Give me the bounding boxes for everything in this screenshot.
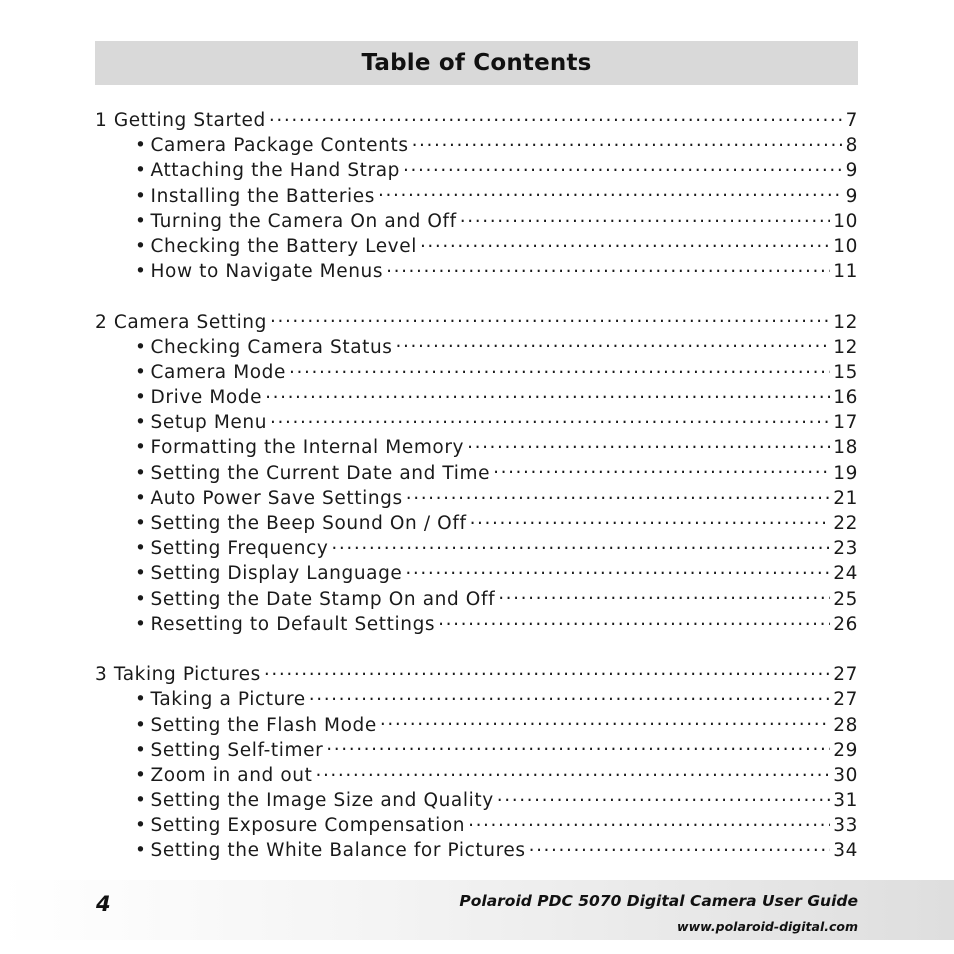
toc-entry-label: Setting the Current Date and Time bbox=[150, 462, 491, 484]
toc-subentry bbox=[95, 133, 858, 158]
toc-subentry bbox=[95, 587, 858, 612]
toc-entry-label: Setting Self-timer bbox=[150, 739, 324, 761]
bullet-icon: • bbox=[135, 588, 147, 610]
toc-entry-label: Setting Display Language bbox=[150, 563, 403, 585]
toc-page-number: 27 bbox=[833, 664, 858, 686]
toc-page-number: 8 bbox=[845, 135, 858, 157]
page-footer bbox=[0, 880, 954, 940]
toc-subentry bbox=[95, 360, 858, 385]
bullet-icon: • bbox=[135, 210, 147, 232]
toc-page-number: 30 bbox=[833, 764, 858, 786]
toc-page-number: 16 bbox=[833, 387, 858, 409]
bullet-icon: • bbox=[135, 513, 147, 534]
dot-leader bbox=[412, 133, 843, 151]
bullet-icon: • bbox=[135, 336, 147, 358]
dot-leader bbox=[269, 108, 843, 126]
toc-page-number: 23 bbox=[833, 538, 858, 560]
bullet-icon: • bbox=[135, 235, 147, 257]
bullet-icon: • bbox=[135, 815, 147, 837]
bullet-icon: • bbox=[135, 135, 147, 157]
toc-page-number: 28 bbox=[833, 714, 858, 736]
dot-leader bbox=[386, 259, 830, 277]
dot-leader bbox=[406, 486, 831, 504]
dot-leader bbox=[497, 788, 831, 806]
dot-leader bbox=[265, 385, 830, 403]
toc-entry-label: Setting Frequency bbox=[150, 538, 329, 560]
bullet-icon: • bbox=[135, 261, 147, 283]
toc-page-number: 21 bbox=[833, 487, 858, 509]
bullet-icon: • bbox=[135, 840, 147, 862]
dot-leader bbox=[438, 612, 830, 630]
bullet-icon: • bbox=[135, 714, 147, 736]
toc-entry-label: Setting the Image Size and Quality bbox=[150, 790, 494, 812]
toc-entry-label: Taking a Picture bbox=[150, 689, 306, 711]
toc-page-number: 31 bbox=[833, 790, 858, 812]
toc-entry-label: 2 Camera Setting bbox=[95, 311, 267, 333]
toc-entry-label: Installing the Batteries bbox=[150, 185, 376, 207]
toc-entry-label: 1 Getting Started bbox=[95, 110, 266, 131]
bullet-icon: • bbox=[135, 613, 147, 635]
toc-subentry bbox=[95, 486, 858, 511]
bullet-icon: • bbox=[135, 462, 147, 484]
dot-leader bbox=[380, 713, 830, 731]
toc-subentry bbox=[95, 511, 858, 536]
dot-leader bbox=[470, 511, 831, 529]
toc-page-number: 9 bbox=[845, 160, 858, 182]
toc-entry-label: Turning the Camera On and Off bbox=[150, 210, 457, 232]
dot-leader bbox=[270, 310, 830, 328]
toc-entry-label: Setting Exposure Compensation bbox=[150, 815, 466, 837]
toc-subentry bbox=[95, 738, 858, 763]
dot-leader bbox=[468, 813, 830, 831]
toc-subentry bbox=[95, 687, 858, 712]
dot-leader bbox=[493, 461, 830, 479]
toc-entry-label: Setting the Flash Mode bbox=[150, 714, 377, 736]
dot-leader bbox=[315, 763, 830, 781]
bullet-icon: • bbox=[135, 185, 147, 207]
toc-entry-label: Camera Mode bbox=[150, 361, 287, 383]
guide-title: Polaroid PDC 5070 Digital Camera User Guide bbox=[459, 892, 858, 910]
toc-subentry bbox=[95, 184, 858, 209]
toc-entry-label: Auto Power Save Settings bbox=[150, 487, 403, 509]
toc-subentry bbox=[95, 788, 858, 813]
toc-page-number: 10 bbox=[833, 235, 858, 257]
toc-subentry bbox=[95, 158, 858, 183]
toc-page-number: 24 bbox=[833, 563, 858, 585]
toc-page-number: 12 bbox=[833, 336, 858, 358]
page-number: 4 bbox=[96, 892, 111, 916]
toc-entry-label: Checking the Battery Level bbox=[150, 235, 417, 257]
bullet-icon: • bbox=[135, 764, 147, 786]
bullet-icon: • bbox=[135, 689, 147, 711]
toc-entry-label: Setting the Beep Sound On / Off bbox=[150, 513, 467, 534]
toc-page-number: 22 bbox=[833, 513, 858, 534]
toc-subentry bbox=[95, 612, 858, 637]
toc-page-number: 25 bbox=[833, 588, 858, 610]
dot-leader bbox=[309, 687, 831, 705]
bullet-icon: • bbox=[135, 361, 147, 383]
toc-chapter-entry bbox=[95, 662, 858, 687]
toc-page-number: 27 bbox=[833, 689, 858, 711]
toc-page-number: 9 bbox=[845, 185, 858, 207]
toc-page-number: 26 bbox=[833, 613, 858, 635]
page-title: Table of Contents bbox=[361, 50, 592, 76]
toc-subentry bbox=[95, 536, 858, 561]
dot-leader bbox=[498, 587, 830, 605]
toc-page-number: 15 bbox=[833, 361, 858, 383]
toc-entry-label: Zoom in and out bbox=[150, 764, 313, 786]
toc-entry-label: Checking Camera Status bbox=[150, 336, 393, 358]
toc-subentry bbox=[95, 813, 858, 838]
bullet-icon: • bbox=[135, 739, 147, 761]
bullet-icon: • bbox=[135, 160, 147, 182]
website-url: www.polaroid-digital.com bbox=[677, 919, 858, 934]
toc-subentry bbox=[95, 838, 858, 863]
toc-entry-label: Formatting the Internal Memory bbox=[150, 437, 465, 459]
toc-chapter-entry bbox=[95, 310, 858, 335]
toc-entry-label: Attaching the Hand Strap bbox=[150, 160, 400, 182]
toc-entry-label: Setting the White Balance for Pictures bbox=[150, 840, 526, 862]
toc-page-number: 33 bbox=[833, 815, 858, 837]
toc-subentry bbox=[95, 234, 858, 259]
dot-leader bbox=[270, 410, 830, 428]
toc-entry-label: Resetting to Default Settings bbox=[150, 613, 436, 635]
dot-leader bbox=[378, 184, 843, 202]
dot-leader bbox=[460, 209, 830, 227]
dot-leader bbox=[467, 435, 830, 453]
toc-subentry bbox=[95, 335, 858, 360]
title-bar bbox=[95, 41, 858, 85]
toc-subentry bbox=[95, 435, 858, 460]
toc-chapter-entry bbox=[95, 108, 858, 133]
toc-subentry bbox=[95, 410, 858, 435]
dot-leader bbox=[420, 234, 830, 252]
bullet-icon: • bbox=[135, 487, 147, 509]
toc-entry-label: Setup Menu bbox=[150, 412, 268, 434]
bullet-icon: • bbox=[135, 563, 147, 585]
table-of-contents bbox=[95, 108, 858, 889]
toc-section bbox=[95, 310, 858, 637]
toc-page-number: 11 bbox=[833, 261, 858, 283]
bullet-icon: • bbox=[135, 437, 147, 459]
toc-subentry bbox=[95, 259, 858, 284]
dot-leader bbox=[289, 360, 830, 378]
toc-page-number: 34 bbox=[833, 840, 858, 862]
toc-subentry bbox=[95, 385, 858, 410]
bullet-icon: • bbox=[135, 790, 147, 812]
bullet-icon: • bbox=[135, 387, 147, 409]
toc-page-number: 29 bbox=[833, 739, 858, 761]
toc-entry-label: Setting the Date Stamp On and Off bbox=[150, 588, 496, 610]
toc-entry-label: How to Navigate Menus bbox=[150, 261, 384, 283]
toc-page-number: 10 bbox=[833, 210, 858, 232]
toc-subentry bbox=[95, 461, 858, 486]
toc-entry-label: Drive Mode bbox=[150, 387, 263, 409]
dot-leader bbox=[326, 738, 830, 756]
dot-leader bbox=[529, 838, 831, 856]
dot-leader bbox=[405, 561, 830, 579]
toc-entry-label: 3 Taking Pictures bbox=[95, 664, 261, 686]
toc-subentry bbox=[95, 209, 858, 234]
toc-subentry bbox=[95, 763, 858, 788]
toc-section bbox=[95, 662, 858, 864]
dot-leader bbox=[264, 662, 830, 680]
toc-page-number: 17 bbox=[833, 412, 858, 434]
dot-leader bbox=[396, 335, 831, 353]
toc-subentry bbox=[95, 561, 858, 586]
toc-page-number: 7 bbox=[845, 110, 858, 131]
bullet-icon: • bbox=[135, 538, 147, 560]
bullet-icon: • bbox=[135, 412, 147, 434]
toc-entry-label: Camera Package Contents bbox=[150, 135, 409, 157]
toc-subentry bbox=[95, 713, 858, 738]
dot-leader bbox=[331, 536, 830, 554]
toc-page-number: 12 bbox=[833, 311, 858, 333]
dot-leader bbox=[403, 158, 843, 176]
toc-section bbox=[95, 108, 858, 284]
toc-page-number: 18 bbox=[833, 437, 858, 459]
toc-page-number: 19 bbox=[833, 462, 858, 484]
